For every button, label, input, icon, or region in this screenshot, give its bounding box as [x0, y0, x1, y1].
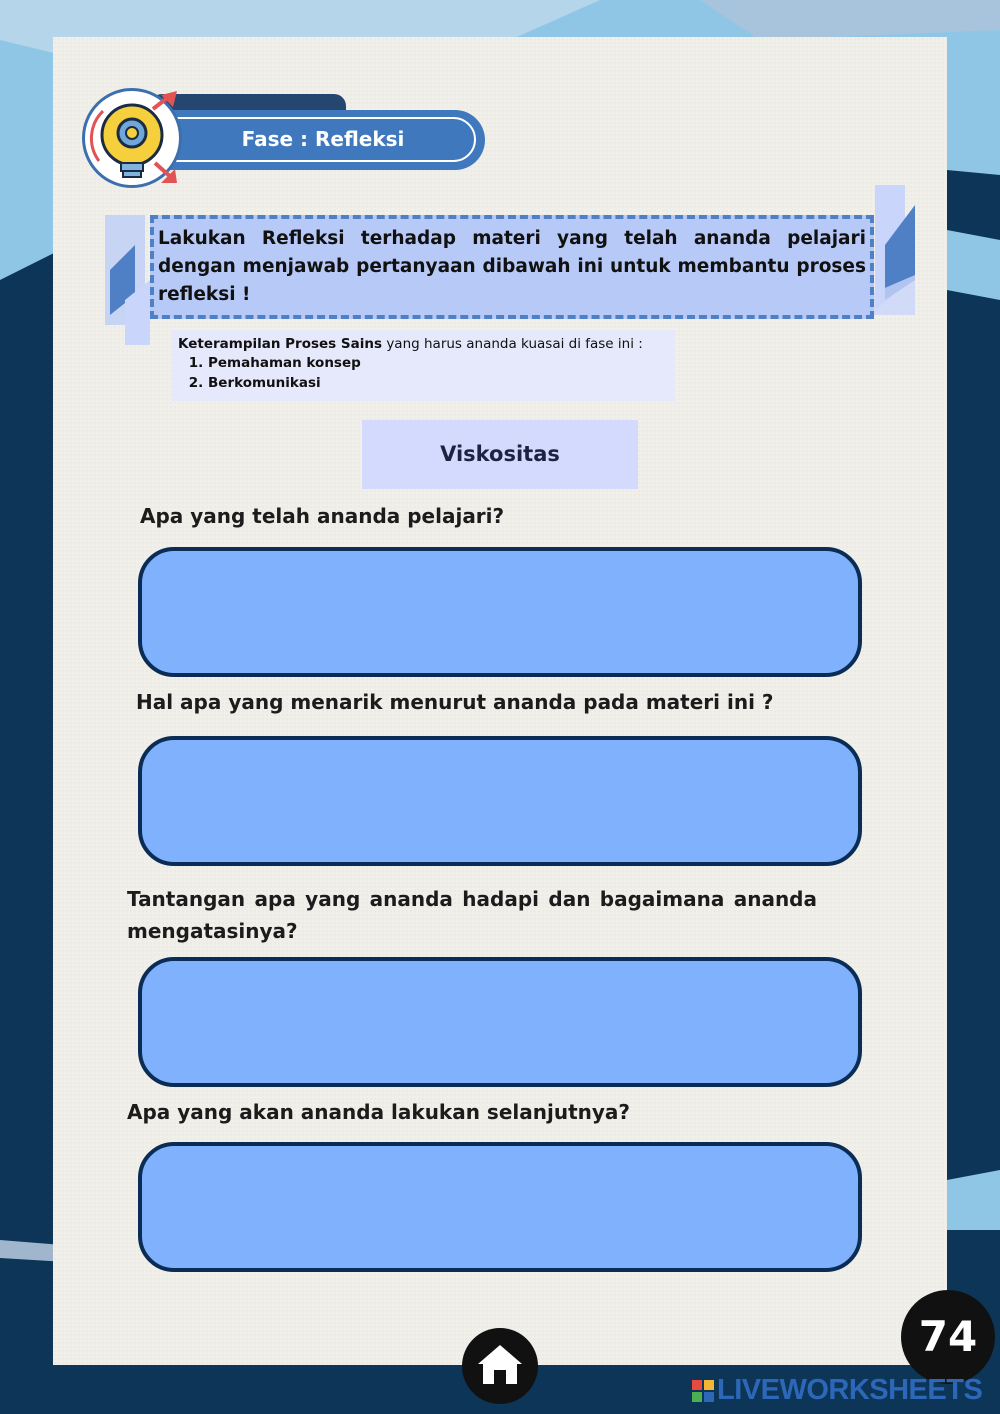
skills-label-rest: yang harus ananda kuasai di fase ini : — [382, 336, 643, 352]
subject-title: Viskositas — [362, 420, 638, 489]
liveworksheets-logo[interactable] — [692, 1374, 982, 1408]
answer-field-4[interactable] — [138, 1142, 862, 1272]
liveworksheets-icon — [692, 1380, 714, 1402]
skills-box — [172, 330, 675, 401]
lightbulb-gear-icon — [82, 88, 182, 188]
skills-list — [178, 353, 669, 393]
question-1: Apa yang telah ananda pelajari? — [140, 504, 505, 528]
home-button[interactable] — [462, 1328, 538, 1404]
skill-item: 1. Pemahaman konsep — [208, 353, 669, 373]
question-4: Apa yang akan ananda lakukan selanjutnya? — [127, 1100, 631, 1124]
question-2: Hal apa yang menarik menurut ananda pada materi ini ? — [136, 690, 774, 714]
answer-field-3[interactable] — [138, 957, 862, 1087]
answer-field-1[interactable] — [138, 547, 862, 677]
skills-heading — [178, 336, 669, 352]
skills-label: Keterampilan Proses Sains — [178, 336, 383, 352]
question-3: Tantangan apa yang ananda hadapi dan bagaimana ananda mengatasinya? — [127, 887, 817, 943]
skill-item: 2. Berkomunikasi — [208, 373, 669, 393]
page-number: 74 — [901, 1290, 995, 1384]
brand-name: LIVEWORKSHEETS — [717, 1374, 983, 1406]
home-icon — [462, 1328, 538, 1404]
answer-field-2[interactable] — [138, 736, 862, 866]
instruction-text: Lakukan Refleksi terhadap materi yang telah ananda pelajari dengan menjawab pertanyaan dibawah ini untuk membantu proses refleksi ! — [158, 228, 866, 305]
phase-title: Fase : Refleksi — [241, 127, 405, 151]
